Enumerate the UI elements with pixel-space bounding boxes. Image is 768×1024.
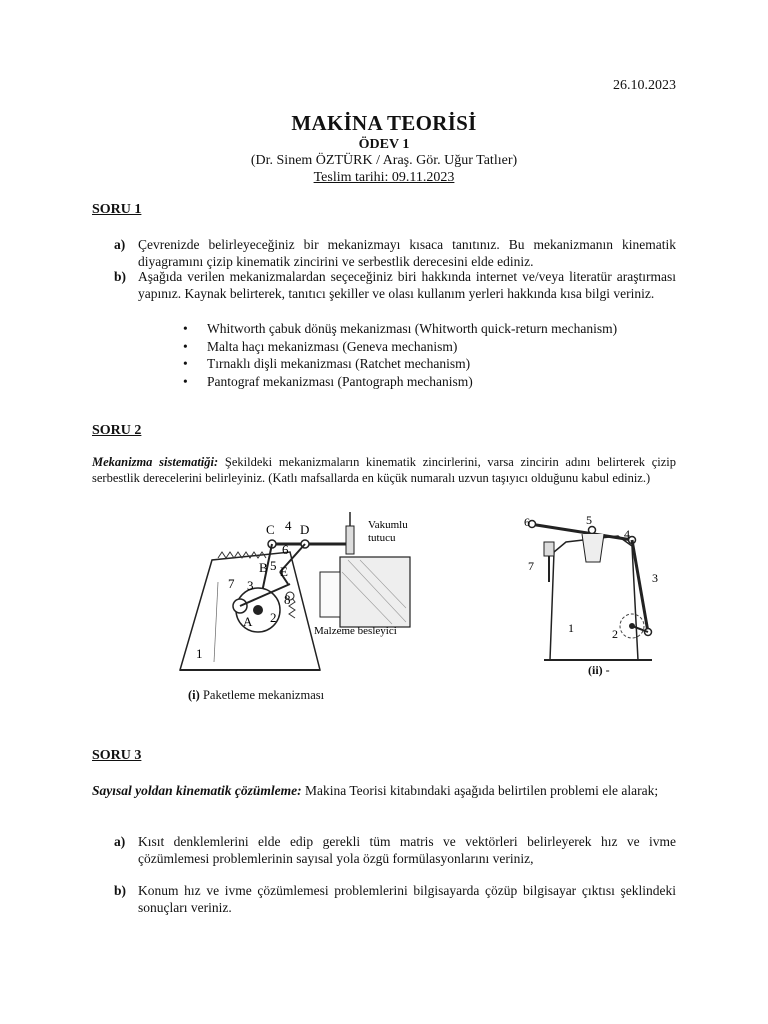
label-C: C — [266, 522, 275, 537]
fig2-label-4: 4 — [624, 527, 630, 541]
assignment-number: ÖDEV 1 — [358, 137, 410, 152]
q2-body: Şekildeki mekanizmaların kinematik zincirlerini, varsa zincirin adını belirterek çizip serbestlik derecelerini belirleyiniz. (Katlı mafsallarda en küçük numaralı uzvun taşıyıcı olduğunu kabul ediniz.) — [92, 455, 677, 485]
q1-a-label: a) — [114, 237, 126, 252]
q1-item-a — [92, 236, 676, 270]
label-3: 3 — [247, 578, 254, 593]
label-4: 4 — [285, 518, 292, 533]
q1-b-label: b) — [114, 269, 127, 284]
document-title: MAKİNA TEORİSİ — [291, 111, 477, 135]
q3-b-label: b) — [114, 883, 127, 898]
q2-lead: Mekanizma sistematiği: — [92, 455, 219, 469]
q3-b-text: Konum hız ve ivme çözümlemesi problemlerini bilgisayarda çözüp bilgisayar çıktısı şeklindeki sonuçları veriniz. — [138, 883, 676, 915]
fig2-label-7: 7 — [528, 559, 534, 573]
q2-heading: SORU 2 — [92, 423, 142, 438]
packaging-mechanism-figure — [170, 512, 420, 677]
q3-lead: Sayısal yoldan kinematik çözümleme: — [92, 783, 302, 798]
label-7: 7 — [228, 576, 235, 591]
label-E: E — [280, 564, 288, 579]
q3-item-a — [92, 833, 676, 867]
q1-a-text: Çevrenizde belirleyeceğiniz bir mekanizmayı kısaca tanıtınız. Bu mekanizmanın kinematik diyagramını çizip kinematik zincirini ve serbestlik derecesini elde ediniz. — [138, 237, 676, 269]
q1-heading: SORU 1 — [92, 202, 142, 217]
label-tutucu: tutucu — [368, 532, 396, 544]
q1-bullet-4: • Pantograf mekanizması (Pantograph mechanism) — [183, 373, 473, 389]
label-D: D — [300, 522, 310, 537]
q3-body: Makina Teorisi kitabındaki aşağıda belirtilen problemi ele alarak; — [301, 783, 659, 798]
q3-text — [92, 782, 676, 799]
fig1-caption-text: Paketleme mekanizması — [199, 688, 325, 702]
label-6: 6 — [282, 542, 289, 557]
fig2-caption: (ii) - — [588, 663, 610, 677]
q1-bullet-1: • Whitworth çabuk dönüş mekanizması (Whitworth quick-return mechanism) — [183, 321, 618, 336]
figure-ii — [520, 512, 670, 677]
q3-heading: SORU 3 — [92, 748, 142, 763]
q1-item-b — [92, 268, 676, 302]
label-2: 2 — [270, 610, 277, 625]
bullet-icon: • — [183, 338, 188, 354]
label-5: 5 — [270, 558, 277, 573]
fig1-caption-num: (i) — [188, 688, 200, 702]
q3-a-label: a) — [114, 834, 126, 849]
bullet-icon: • — [183, 373, 188, 389]
label-A: A — [243, 614, 253, 629]
fig2-label-3: 3 — [652, 571, 658, 585]
label-vakumlu: Vakumlu — [368, 519, 408, 531]
q1-b-text: Aşağıda verilen mekanizmalardan seçeceğiniz biri hakkında internet ve/veya literatür araştırması yapınız. Kaynak belirterek, tanıtıcı şekiller ve olası kullanım yerleri hakkında kısa bilgi veriniz. — [138, 269, 676, 301]
deadline: Teslim tarihi: 09.11.2023 — [313, 170, 455, 185]
document-date: 26.10.2023 — [613, 78, 676, 93]
q2-text — [92, 454, 676, 486]
label-malzeme-besleyici: Malzeme besleyici — [314, 625, 397, 637]
bullet-icon: • — [183, 321, 188, 336]
label-1: 1 — [196, 646, 203, 661]
fig2-label-2: 2 — [612, 627, 618, 641]
bullet-icon: • — [183, 356, 188, 371]
label-B: B — [259, 560, 268, 575]
instructors: (Dr. Sinem ÖZTÜRK / Araş. Gör. Uğur Tatlıer) — [250, 153, 518, 168]
q3-a-text: Kısıt denklemlerini elde edip gerekli tüm matris ve vektörleri belirleyerek hız ve ivme çözümlemesi problemlerinin sayısal yola özgü formülasyonlarını veriniz, — [138, 834, 676, 866]
q3-item-b — [92, 882, 676, 916]
fig2-label-1: 1 — [568, 621, 574, 635]
fig2-label-6: 6 — [524, 515, 530, 529]
label-8: 8 — [284, 592, 291, 607]
fig1-caption — [188, 688, 324, 703]
fig2-label-5: 5 — [586, 513, 592, 527]
q1-bullet-2: • Malta haçı mekanizması (Geneva mechanism) — [183, 338, 458, 354]
q1-bullet-3: • Tırnaklı dişli mekanizması (Ratchet mechanism) — [183, 356, 471, 371]
